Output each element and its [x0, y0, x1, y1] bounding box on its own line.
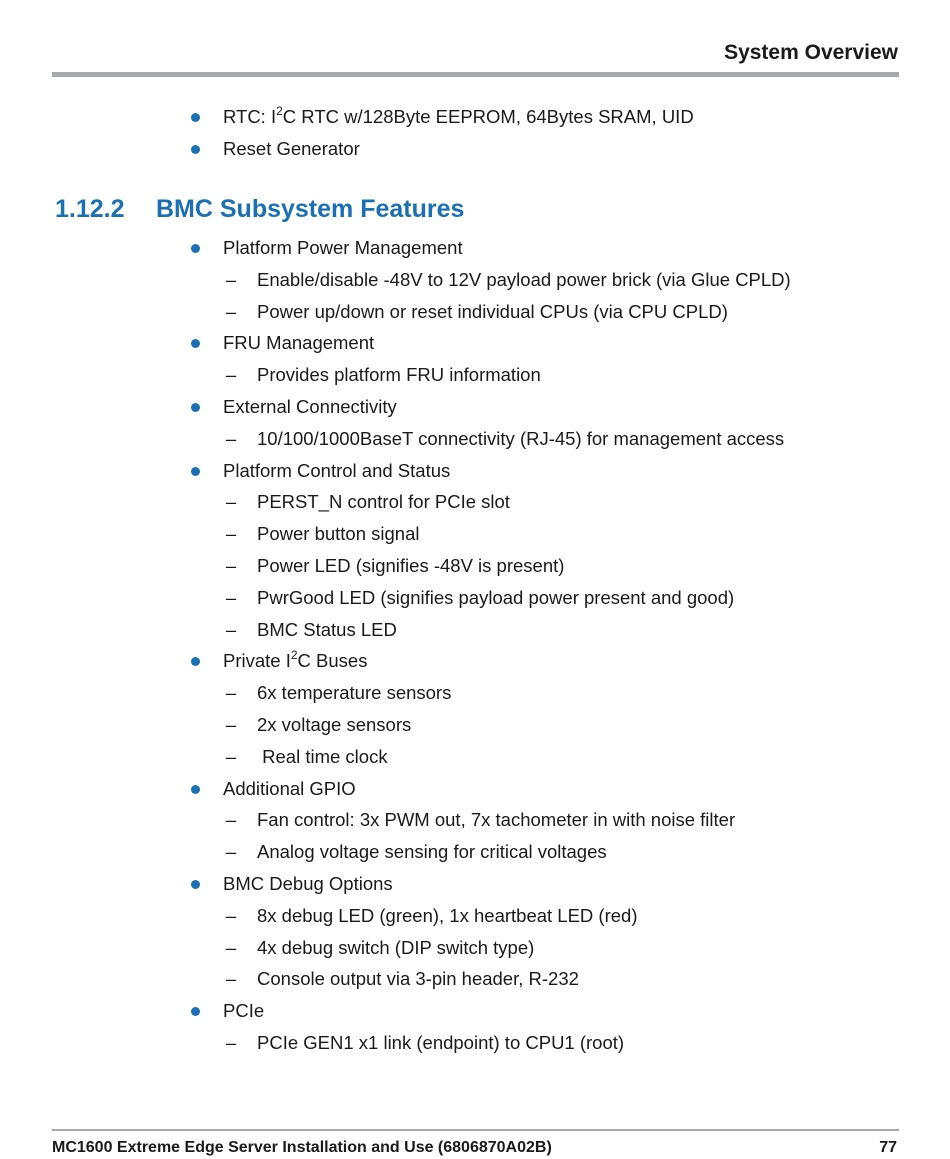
list-item-text: FRU Management: [223, 332, 375, 353]
sub-list-item-text: Real time clock: [257, 746, 388, 767]
bullet-icon: [191, 339, 200, 348]
dash-marker: –: [225, 269, 237, 290]
sub-list-item-text: 6x temperature sensors: [257, 682, 452, 703]
dash-marker: –: [225, 1032, 237, 1053]
sub-list-item-text: Power button signal: [257, 523, 420, 544]
sub-list-item-text: 10/100/1000BaseT connectivity (RJ-45) for management access: [257, 428, 785, 449]
bullet-icon: [191, 403, 200, 412]
list-item-text: Reset Generator: [223, 138, 360, 159]
sub-list-item-text: Enable/disable -48V to 12V payload power brick (via Glue CPLD): [257, 269, 791, 290]
sub-list-item-text: 8x debug LED (green), 1x heartbeat LED (red): [257, 905, 638, 926]
sub-list-item-text: Provides platform FRU information: [257, 364, 541, 385]
footer-document-title: MC1600 Extreme Edge Server Installation and Use (6806870A02B): [52, 1139, 552, 1156]
running-header-title: System Overview: [724, 41, 898, 64]
sub-list-item-text: 2x voltage sensors: [257, 714, 412, 735]
dash-marker: –: [225, 841, 237, 862]
bullet-icon: [191, 113, 200, 122]
sub-list-item-text: Fan control: 3x PWM out, 7x tachometer in with noise filter: [257, 809, 736, 830]
list-item-text: External Connectivity: [223, 396, 397, 417]
dash-marker: –: [225, 968, 237, 989]
dash-marker: –: [225, 587, 237, 608]
header-divider: [52, 72, 899, 77]
list-item-text: Private $I^2C$ Buses: [223, 648, 368, 671]
dash-marker: –: [225, 905, 237, 926]
section-number: 1.12.2: [55, 195, 125, 223]
bullet-icon: [191, 657, 200, 666]
dash-marker: –: [225, 301, 237, 322]
section-title: BMC Subsystem Features: [156, 195, 465, 223]
list-item-text: PCIe: [223, 1000, 265, 1021]
sub-list-item-text: PERST_N control for PCIe slot: [257, 491, 510, 512]
page-number: 77: [879, 1139, 897, 1156]
dash-marker: –: [225, 714, 237, 735]
bullet-icon: [191, 467, 200, 476]
dash-marker: –: [225, 364, 237, 385]
dash-marker: –: [225, 746, 237, 767]
bullet-icon: [191, 244, 200, 253]
section-heading: [55, 195, 464, 224]
bullet-icon: [191, 785, 200, 794]
dash-marker: –: [225, 491, 237, 512]
sub-list-item-text: Console output via 3-pin header, R-232: [257, 968, 579, 989]
list-item-text: Additional GPIO: [223, 778, 356, 799]
sub-list-item-text: BMC Status LED: [257, 619, 397, 640]
dash-marker: –: [225, 523, 237, 544]
sub-list-item-text: PwrGood LED (signifies payload power present and good): [257, 587, 735, 608]
sub-list-item-text: Power LED (signifies -48V is present): [257, 555, 565, 576]
dash-marker: –: [225, 937, 237, 958]
footer-divider: [52, 1129, 899, 1131]
dash-marker: –: [225, 428, 237, 449]
list-item-text: BMC Debug Options: [223, 873, 393, 894]
sub-list-item-text: 4x debug switch (DIP switch type): [257, 937, 535, 958]
bullet-icon: [191, 145, 200, 154]
dash-marker: –: [225, 619, 237, 640]
sub-list-item-text: PCIe GEN1 x1 link (endpoint) to CPU1 (root): [257, 1032, 625, 1053]
sub-list-item-text: Analog voltage sensing for critical voltages: [257, 841, 607, 862]
dash-marker: –: [225, 682, 237, 703]
bullet-icon: [191, 880, 200, 889]
bullet-icon: [191, 1007, 200, 1016]
list-item-text: Platform Power Management: [223, 237, 463, 258]
list-item-text: Platform Control and Status: [223, 460, 451, 481]
sub-list-item-text: Power up/down or reset individual CPUs (via CPU CPLD): [257, 301, 728, 322]
dash-marker: –: [225, 809, 237, 830]
list-item-text: RTC: $I^2C$ RTC w/128Byte EEPROM, 64Bytes SRAM, UID: [223, 104, 694, 127]
dash-marker: –: [225, 555, 237, 576]
